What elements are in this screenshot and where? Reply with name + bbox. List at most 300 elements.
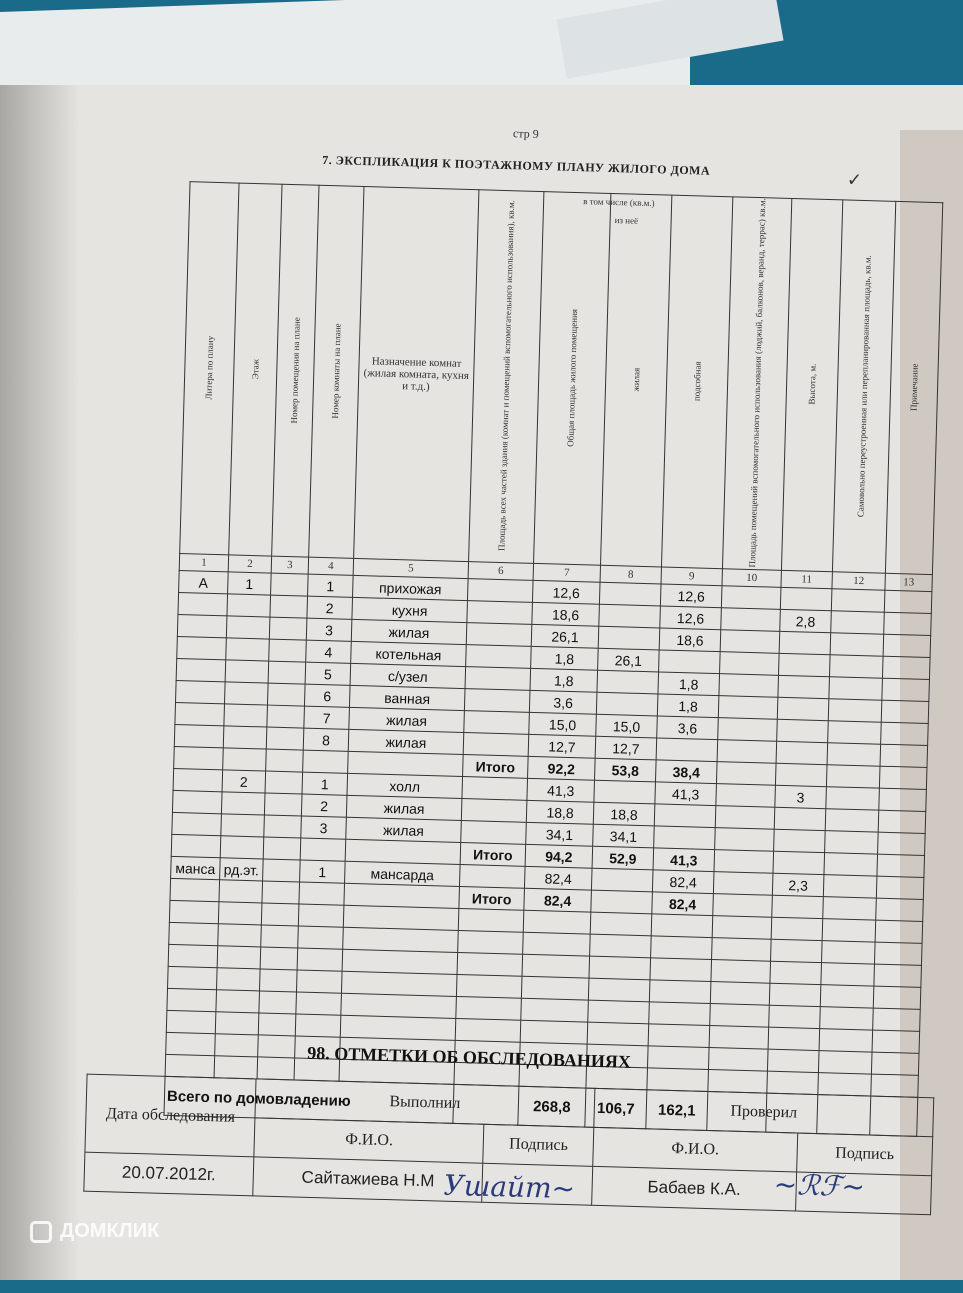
table-cell <box>825 809 879 832</box>
table-cell <box>297 948 343 971</box>
table-cell: 7 <box>304 707 350 730</box>
table-cell: 5 <box>305 663 351 686</box>
table-cell <box>650 958 712 982</box>
checked-header: Проверил <box>594 1088 934 1136</box>
table-cell <box>166 1011 216 1034</box>
table-cell: 1,8 <box>531 647 599 671</box>
table-cell <box>221 814 265 837</box>
table-cell <box>591 891 653 915</box>
table-cell <box>720 652 780 676</box>
table-cell <box>647 1046 709 1070</box>
table-cell <box>166 1033 216 1056</box>
table-cell <box>774 808 826 831</box>
table-cell: 18,8 <box>593 803 655 827</box>
sign-header: Подпись <box>483 1124 594 1166</box>
table-cell: жилая <box>346 796 462 821</box>
table-cell: 41,3 <box>527 779 595 803</box>
table-cell: 6 <box>304 685 350 708</box>
table-cell <box>880 745 928 768</box>
column-number: 10 <box>722 569 781 588</box>
table-cell: 2 <box>301 795 347 818</box>
table-cell <box>716 784 776 808</box>
table-cell <box>598 627 660 651</box>
table-cell <box>716 762 776 786</box>
table-cell <box>266 727 304 750</box>
table-cell <box>873 1009 921 1032</box>
table-cell <box>458 931 524 955</box>
table-cell <box>818 1051 872 1074</box>
table-cell: с/узел <box>350 664 466 689</box>
table-cell: рд.эт. <box>220 858 264 881</box>
table-cell: 1,8 <box>530 669 598 693</box>
table-cell <box>831 611 885 634</box>
table-cell <box>878 833 926 856</box>
table-cell <box>712 938 772 962</box>
table-cell <box>656 738 718 762</box>
table-cell: 38,4 <box>655 760 717 784</box>
table-cell <box>343 928 459 953</box>
column-header-1: Литера по плану <box>180 182 239 556</box>
table-cell <box>523 911 591 935</box>
table-cell: 1 <box>300 860 346 883</box>
column-number: 13 <box>885 574 932 592</box>
table-cell <box>224 704 268 727</box>
table-cell <box>876 877 924 900</box>
table-cell <box>456 975 522 999</box>
table-cell <box>226 616 270 639</box>
table-cell: 2 <box>307 597 353 620</box>
table-cell <box>871 1053 919 1076</box>
table-cell <box>175 703 225 726</box>
group-label: в том числе (кв.м.) <box>583 196 655 209</box>
table-cell <box>258 1013 296 1036</box>
table-cell: 3 <box>775 786 827 809</box>
table-cell <box>226 638 270 661</box>
grand-total-living: 106,7 <box>585 1089 647 1130</box>
table-cell <box>882 679 930 702</box>
table-cell <box>172 791 222 814</box>
explication-table <box>163 181 943 1137</box>
table-cell <box>771 918 823 941</box>
table-cell <box>651 914 713 938</box>
table-cell <box>778 676 830 699</box>
table-cell: 53,8 <box>594 759 656 783</box>
table-cell <box>819 1029 873 1052</box>
table-cell <box>461 821 527 845</box>
table-cell <box>457 953 523 977</box>
table-cell <box>223 748 267 771</box>
table-cell <box>715 806 775 830</box>
table-cell <box>773 852 825 875</box>
table-cell <box>520 1021 588 1045</box>
table-cell <box>830 633 884 656</box>
column-number: 2 <box>228 555 271 573</box>
table-cell <box>268 662 306 685</box>
table-cell: 82,4 <box>652 892 714 916</box>
table-cell: 12,7 <box>528 735 596 759</box>
table-cell: 1 <box>228 572 272 595</box>
table-cell <box>467 579 533 603</box>
table-cell <box>824 853 878 876</box>
column-number: 7 <box>533 564 600 583</box>
table-cell <box>217 946 261 969</box>
table-cell: 92,2 <box>528 757 596 781</box>
table-cell: прихожая <box>353 576 469 601</box>
table-cell <box>215 1034 259 1057</box>
table-cell <box>721 586 781 610</box>
column-header-5: Назначение комнат (жилая комната, кухня и т.д.) <box>354 187 479 563</box>
table-cell <box>463 733 529 757</box>
table-cell <box>708 1070 768 1094</box>
column-number: 8 <box>600 566 661 585</box>
table-cell <box>654 804 716 828</box>
table-cell <box>719 674 779 698</box>
inspection-title: 98. ОТМЕТКИ ОБ ОБСЛЕДОВАНИЯХ <box>307 1042 632 1072</box>
column-number: 11 <box>781 571 832 589</box>
table-cell <box>259 969 297 992</box>
table-cell: 18,6 <box>532 603 600 627</box>
table-cell <box>266 749 304 772</box>
table-cell <box>172 813 222 836</box>
table-cell <box>878 811 926 834</box>
column-number: 5 <box>353 559 468 579</box>
table-cell <box>778 654 830 677</box>
table-cell <box>769 1006 821 1029</box>
table-cell <box>777 698 829 721</box>
table-cell: 12,6 <box>660 584 722 608</box>
table-cell <box>654 826 716 850</box>
table-cell: 26,1 <box>531 625 599 649</box>
table-cell <box>874 965 922 988</box>
table-cell <box>588 979 650 1003</box>
table-cell <box>341 972 457 997</box>
table-cell <box>820 1007 874 1030</box>
table-cell <box>879 789 927 812</box>
table-cell: котельная <box>351 642 467 667</box>
table-cell <box>455 1019 521 1043</box>
table-cell <box>521 999 589 1023</box>
table-cell <box>767 1072 819 1095</box>
table-cell <box>594 781 656 805</box>
page-number: стр 9 <box>512 126 539 141</box>
grand-total-label: Всего по домовладению <box>164 1077 454 1124</box>
table-cell <box>269 640 307 663</box>
table-cell <box>829 655 883 678</box>
table-cell <box>464 711 530 735</box>
table-cell: 3,6 <box>529 691 597 715</box>
table-cell <box>340 1016 456 1041</box>
table-cell <box>456 997 522 1021</box>
table-cell <box>769 984 821 1007</box>
table-cell <box>177 637 227 660</box>
table-cell <box>712 916 772 940</box>
column-header-7: Общая площадь жилого помещения <box>534 192 611 566</box>
domclick-logo <box>30 1220 159 1243</box>
table-cell <box>296 970 342 993</box>
table-cell <box>171 835 221 858</box>
table-cell <box>721 608 781 632</box>
table-cell: 1 <box>302 773 348 796</box>
table-cell <box>296 992 342 1015</box>
table-cell: 82,4 <box>524 889 592 913</box>
column-number: 1 <box>179 554 228 572</box>
table-cell: 15,0 <box>596 715 658 739</box>
grand-total-aux: 162,1 <box>646 1090 708 1131</box>
table-cell <box>590 935 652 959</box>
table-cell: 2,8 <box>780 610 832 633</box>
table-cell <box>462 777 528 801</box>
table-cell <box>720 630 780 654</box>
table-cell: ванная <box>349 686 465 711</box>
table-cell: 18,8 <box>526 801 594 825</box>
table-cell <box>218 924 262 947</box>
table-cell <box>169 901 219 924</box>
table-cell <box>216 968 260 991</box>
table-cell <box>459 865 525 889</box>
table-cell <box>718 718 778 742</box>
table-cell <box>270 596 308 619</box>
date-header: Дата обследования <box>85 1074 256 1157</box>
table-cell: 94,2 <box>525 845 593 869</box>
table-cell: мансарда <box>345 862 461 887</box>
table-cell <box>777 720 829 743</box>
table-cell <box>219 880 263 903</box>
table-cell <box>467 601 533 625</box>
table-cell: 2,3 <box>772 874 824 897</box>
table-cell <box>267 706 305 729</box>
table-cell <box>214 1056 258 1079</box>
table-cell: жилая <box>346 818 462 843</box>
table-cell: 12,6 <box>532 581 600 605</box>
table-cell <box>713 894 773 918</box>
column-header-13: Примечание <box>885 201 942 575</box>
table-cell <box>465 667 531 691</box>
table-cell <box>295 1014 341 1037</box>
table-cell <box>818 1073 872 1096</box>
table-cell <box>774 830 826 853</box>
table-cell <box>881 701 929 724</box>
watermark-text: ДОМКЛИК <box>60 1220 160 1242</box>
performer-name: Сайтажиева Н.М <box>253 1157 483 1202</box>
table-cell <box>884 591 932 614</box>
table-cell <box>829 677 883 700</box>
table-cell <box>708 1048 768 1072</box>
table-cell <box>227 594 271 617</box>
table-cell <box>259 991 297 1014</box>
performed-header: Выполнил <box>255 1079 595 1127</box>
table-cell <box>262 881 300 904</box>
table-cell <box>345 840 461 865</box>
table-cell <box>881 723 929 746</box>
inspection-date: 20.07.2012г. <box>84 1152 254 1196</box>
table-cell <box>218 902 262 925</box>
table-cell <box>882 657 930 680</box>
table-cell <box>175 681 225 704</box>
table-cell <box>873 987 921 1010</box>
table-cell <box>261 925 299 948</box>
table-cell <box>174 725 224 748</box>
table-cell: 8 <box>303 729 349 752</box>
table-cell <box>597 671 659 695</box>
table-cell <box>713 872 773 896</box>
table-cell: 34,1 <box>526 823 594 847</box>
table-cell <box>261 903 299 926</box>
section-title: 7. ЭКСПЛИКАЦИЯ К ПОЭТАЖНОМУ ПЛАНУ ЖИЛОГО ДОМА <box>322 152 711 178</box>
table-cell <box>177 615 227 638</box>
table-cell <box>768 1028 820 1051</box>
table-cell <box>710 982 770 1006</box>
table-cell: 82,4 <box>524 867 592 891</box>
column-number: 3 <box>271 557 308 575</box>
table-cell <box>466 623 532 647</box>
table-cell <box>826 765 880 788</box>
table-cell <box>589 957 651 981</box>
table-cell: 4 <box>306 641 352 664</box>
column-header-9: подсобная <box>661 195 732 569</box>
table-cell <box>590 913 652 937</box>
table-cell <box>775 764 827 787</box>
table-cell <box>771 940 823 963</box>
table-cell <box>659 650 721 674</box>
table-cell <box>711 960 771 984</box>
table-cell <box>264 815 302 838</box>
table-cell <box>709 1026 769 1050</box>
table-cell <box>779 632 831 655</box>
table-cell <box>521 977 589 1001</box>
column-header-12: Самовольно переустроенная или перепланированная площадь, кв.м. <box>832 200 895 574</box>
table-cell <box>828 699 882 722</box>
table-cell <box>651 936 713 960</box>
table-cell <box>458 909 524 933</box>
table-cell: 82,4 <box>652 870 714 894</box>
table-cell <box>596 693 658 717</box>
table-cell <box>267 684 305 707</box>
table-cell <box>169 923 219 946</box>
table-cell <box>299 882 345 905</box>
table-cell <box>877 855 925 878</box>
table-cell <box>823 875 877 898</box>
table-cell: жилая <box>351 620 467 645</box>
sign-header: Подпись <box>797 1133 933 1176</box>
table-cell <box>344 884 460 909</box>
table-cell <box>715 828 775 852</box>
table-cell <box>821 963 875 986</box>
table-cell: 12,7 <box>595 737 657 761</box>
table-cell <box>831 589 885 612</box>
table-cell <box>717 740 777 764</box>
table-cell <box>776 742 828 765</box>
table-cell <box>822 919 876 942</box>
table-cell <box>224 682 268 705</box>
table-cell <box>216 990 260 1013</box>
table-cell <box>710 1004 770 1028</box>
table-cell <box>343 906 459 931</box>
table-cell <box>265 771 303 794</box>
table-cell: Итого <box>463 755 529 779</box>
table-cell: жилая <box>348 730 464 755</box>
table-cell <box>348 752 464 777</box>
performer-signature-mark: Ушайт~ <box>443 1168 576 1206</box>
table-cell: 52,9 <box>592 847 654 871</box>
table-cell <box>258 1035 296 1058</box>
table-cell <box>649 1002 711 1026</box>
column-header-6: Площадь всех частей здания (комнат и помещений вспомогательного использования), кв.м. <box>469 190 544 564</box>
table-cell: Итого <box>459 887 525 911</box>
table-cell <box>770 962 822 985</box>
table-cell: 41,3 <box>653 848 715 872</box>
table-cell <box>257 1057 295 1080</box>
table-cell <box>875 921 923 944</box>
table-cell <box>300 838 346 861</box>
table-cell: 3 <box>301 816 347 839</box>
table-cell <box>780 588 832 611</box>
table-cell <box>168 945 218 968</box>
table-cell <box>599 605 661 629</box>
table-cell <box>168 967 218 990</box>
table-cell <box>342 950 458 975</box>
table-cell <box>823 897 877 920</box>
table-cell <box>876 899 924 922</box>
table-cell <box>178 593 228 616</box>
table-cell <box>174 747 224 770</box>
table-cell: 12,6 <box>660 606 722 630</box>
table-cell <box>522 955 590 979</box>
table-cell <box>820 985 874 1008</box>
table-cell <box>303 751 349 774</box>
table-cell <box>165 1055 215 1078</box>
table-cell <box>884 613 932 636</box>
table-cell <box>587 1023 649 1047</box>
table-cell <box>772 896 824 919</box>
table-cell <box>298 926 344 949</box>
table-cell: жилая <box>349 708 465 733</box>
fio-header: Ф.И.О. <box>254 1118 484 1163</box>
checker-name: Бабаев К.А. <box>592 1166 797 1211</box>
table-cell: 18,6 <box>659 628 721 652</box>
column-header-4: Номер комнаты на плане <box>309 185 364 559</box>
column-number: 4 <box>308 558 353 576</box>
table-cell: 1 <box>308 575 354 598</box>
table-cell <box>215 1012 259 1035</box>
column-number: 12 <box>832 572 885 590</box>
table-cell: 41,3 <box>655 782 717 806</box>
table-cell <box>879 767 927 790</box>
column-number: 9 <box>661 567 722 586</box>
table-cell <box>221 792 265 815</box>
table-cell <box>271 574 309 597</box>
table-cell <box>263 859 301 882</box>
sub-label: из неё <box>614 215 639 226</box>
table-cell <box>461 799 527 823</box>
table-cell <box>269 618 307 641</box>
table-cell: холл <box>347 774 463 799</box>
table-cell: Итого <box>460 843 526 867</box>
table-cell <box>649 980 711 1004</box>
table-cell: 15,0 <box>529 713 597 737</box>
table-cell <box>341 994 457 1019</box>
table-cell: 1,8 <box>658 672 720 696</box>
column-number: 6 <box>468 562 533 581</box>
table-cell <box>523 933 591 957</box>
table-cell <box>826 787 880 810</box>
table-cell <box>173 769 223 792</box>
column-header-2: Этаж <box>229 183 282 557</box>
column-header-3: Номер помещения на плане <box>272 184 319 557</box>
table-cell <box>176 659 226 682</box>
table-cell: кухня <box>352 598 468 623</box>
table-cell <box>466 645 532 669</box>
table-cell <box>871 1075 919 1098</box>
